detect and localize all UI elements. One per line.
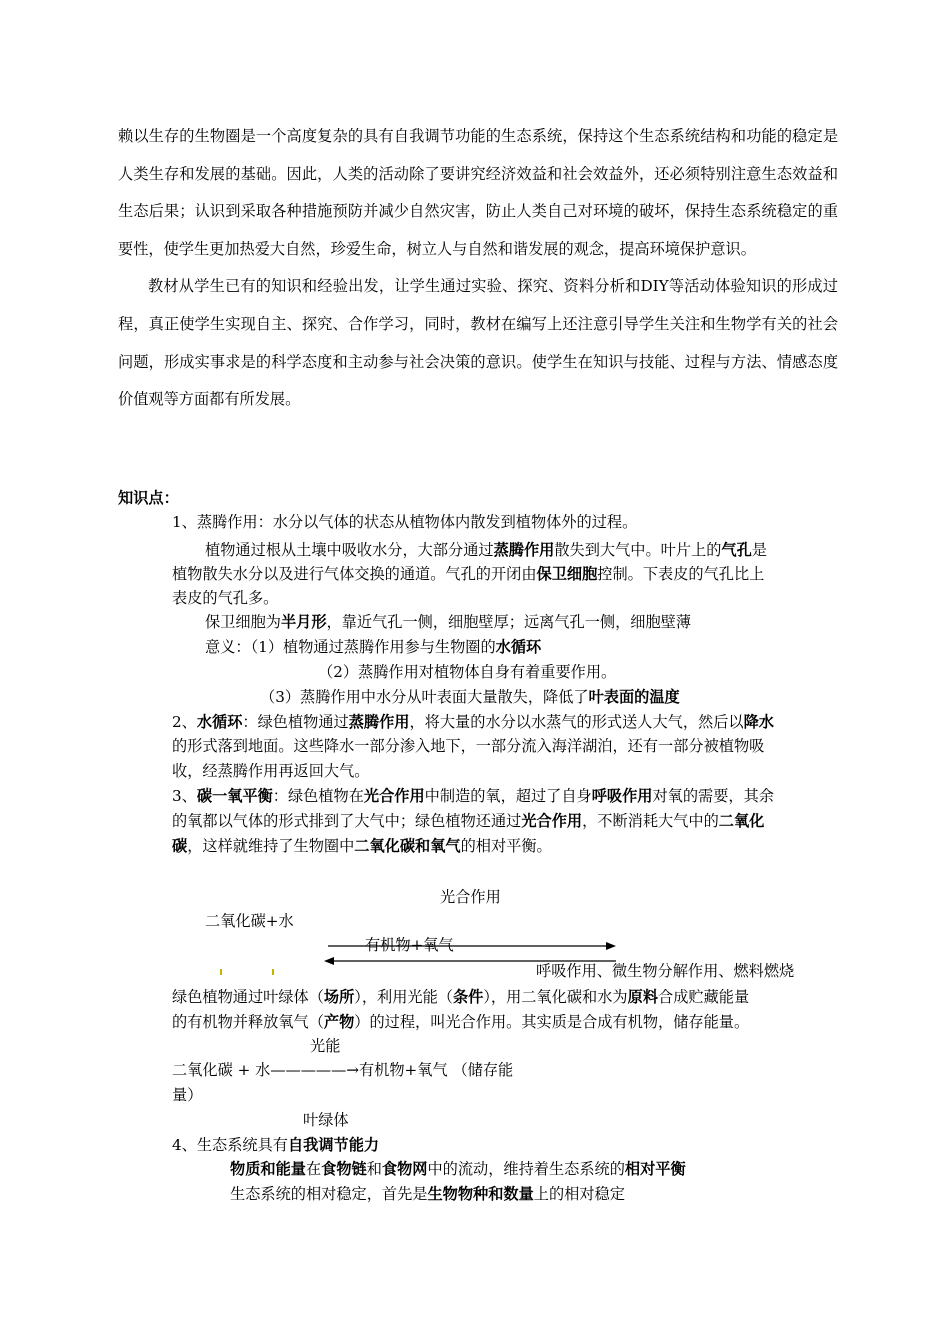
s4-line-1 [230, 1158, 686, 1180]
term-carbon-dioxide: 碳 [172, 837, 188, 855]
text-run: ：绿色植物在 [272, 787, 364, 805]
diagram-top-label: 光合作用 [440, 888, 501, 906]
text-run: 的氧都以气体的形式排到了大气中；绿色植物还通过 [172, 812, 522, 830]
text-run: 和 [366, 1160, 382, 1178]
term-photosynthesis: 光合作用 [521, 812, 583, 830]
equation-main: 二氧化碳 + 水—————→有机物+氧气 （储存能 [172, 1061, 514, 1079]
marker-dot [272, 969, 274, 975]
term-food-chain: 食物链 [321, 1160, 367, 1178]
term-transpiration: 蒸腾作用 [493, 541, 555, 559]
text-run: ，这样就维持了生物圈中 [187, 837, 355, 855]
text-run: 对氧的需要，其余 [652, 787, 774, 805]
text-run: 在 [305, 1160, 322, 1178]
text-run: 的相对平衡。 [460, 837, 552, 855]
term-water-cycle: 水循环 [495, 638, 542, 656]
text-run: 散失到大气中。叶片上的 [554, 541, 722, 559]
text-run: （3）蒸腾作用中水分从叶表面大量散失，降低了 [260, 688, 589, 706]
term-place: 场所 [323, 988, 355, 1006]
text-run: 意义：（1）植物通过蒸腾作用参与生物圈的 [205, 638, 496, 656]
knowledge-points-heading: 知识点： [118, 489, 179, 507]
s2-line-3: 收，经蒸腾作用再返回大气。 [172, 762, 370, 780]
text-run: ，靠近气孔一侧，细胞壁厚；远离气孔一侧，细胞壁薄 [326, 613, 691, 631]
term-food-web: 食物网 [381, 1160, 428, 1178]
s4-line-2 [230, 1183, 625, 1205]
text-run: 2、 [172, 713, 197, 731]
s3-line-1 [172, 785, 774, 807]
intro-paragraph-2: 教材从学生已有的知识和经验出发，让学生通过实验、探究、资料分析和DIY等活动体验知识的形成过程，真正使学生实现自主、探究、合作学习，同时，教材在编写上还注意引导学生关注和生物学有关的社会问题，形成实事求是的科学态度和主动参与社会决策的意识。使学生在知识与技能、过程与方法、情感态度价值观等方面都有所发展。 [118, 277, 838, 409]
forward-arrow-head [606, 942, 616, 950]
diagram-middle-label: 有机物+氧气 [365, 936, 454, 954]
term-condition: 条件 [452, 988, 484, 1006]
text-run: 保卫细胞为 [205, 613, 281, 631]
term-leaf-temperature: 叶表面的温度 [588, 688, 680, 706]
s2-line-2: 的形式落到地面。这些降水一部分渗入地下，一部分流入海洋湖泊，还有一部分被植物吸 [172, 737, 765, 755]
text-run: ，将大量的水分以水蒸气的形式送人大气，然后以 [409, 713, 744, 731]
term-precipitation: 降水 [743, 713, 774, 731]
term-carbon-oxygen-balance: 碳一氧平衡 [196, 787, 273, 805]
s1-line-4 [205, 611, 691, 633]
photo-line-1 [172, 986, 749, 1008]
intro-paragraph-1: 赖以生存的生物圈是一个高度复杂的具有自我调节功能的生态系统，保持这个生态系统结构和功能的稳定是人类生存和发展的基础。因此，人类的活动除了要讲究经济效益和社会效益外，还必须特别注意生态效益和生态后果；认识到采取各种措施预防并减少自然灾害，防止人类自己对环境的破坏，保持生态系统稳定的重要性，使学生更加热爱大自然，珍爱生命，树立人与自然和谐发展的观念，提高环境保护意识。 [118, 127, 838, 258]
term-product: 产物 [323, 1013, 355, 1031]
term-photosynthesis: 光合作用 [363, 787, 425, 805]
term-respiration: 呼吸作用 [591, 787, 653, 805]
term-half-moon: 半月形 [280, 613, 327, 631]
term-guard-cell: 保卫细胞 [536, 565, 598, 583]
text-run: 合成贮藏能量 [658, 988, 750, 1006]
term-transpiration: 蒸腾作用 [348, 713, 410, 731]
text-run: 绿色植物通过叶绿体（ [172, 988, 324, 1006]
text-run: 中制造的氧，超过了自身 [424, 787, 592, 805]
term-carbon-dioxide: 二氧化 [718, 812, 765, 830]
s1-title: 1、蒸腾作用：水分以气体的状态从植物体内散发到植物体外的过程。 [172, 513, 638, 531]
backward-arrow-head [324, 957, 334, 965]
text-run: 植物通过根从土壤中吸收水分，大部分通过 [205, 541, 494, 559]
marker-dot [220, 969, 222, 975]
s1-line-2 [172, 563, 764, 585]
diagram-left-label: 二氧化碳+水 [205, 912, 294, 930]
text-run: ，不断消耗大气中的 [582, 812, 719, 830]
equation-bottom-label: 叶绿体 [303, 1111, 349, 1129]
s1-line-1 [205, 539, 767, 561]
equation-top-label: 光能 [310, 1037, 341, 1055]
text-run: 是 [751, 541, 767, 559]
s3-line-2 [172, 810, 764, 832]
text-run: ：绿色植物通过 [242, 713, 349, 731]
s4-title [172, 1134, 379, 1156]
term-self-regulation: 自我调节能力 [287, 1136, 380, 1154]
s2-line-1 [172, 711, 774, 733]
s1-meaning-3 [260, 686, 680, 708]
text-run: 中的流动，维持着生态系统的 [427, 1160, 625, 1178]
term-raw-material: 原料 [627, 988, 658, 1006]
text-run: 的有机物并释放氧气（ [172, 1013, 324, 1031]
text-run: ），用二氧化碳和水为 [483, 988, 628, 1006]
term-species-quantity: 生物物种和数量 [427, 1185, 534, 1203]
s1-meaning-2: （2）蒸腾作用对植物体自身有着重要作用。 [318, 663, 617, 681]
text-run: 4、生态系统具有 [172, 1136, 288, 1154]
equation-continuation: 量） [172, 1086, 203, 1104]
text-run: ），利用光能（ [354, 988, 453, 1006]
diagram-bottom-label: 呼吸作用、微生物分解作用、燃料燃烧 [536, 962, 795, 980]
s1-meaning-1 [205, 636, 541, 658]
s3-line-3 [172, 835, 552, 857]
text-run: 生态系统的相对稳定，首先是 [230, 1185, 428, 1203]
text-run: ）的过程，叫光合作用。其实质是合成有机物，储存能量。 [354, 1013, 750, 1031]
photo-line-2 [172, 1011, 749, 1033]
text-run: 植物散失水分以及进行气体交换的通道。气孔的开闭由 [172, 565, 537, 583]
s1-line-3: 表皮的气孔多。 [172, 589, 279, 607]
term-water-cycle: 水循环 [196, 713, 243, 731]
text-run: 控制。下表皮的气孔比上 [597, 565, 765, 583]
text-run: 上的相对稳定 [533, 1185, 625, 1203]
term-co2-and-o2: 二氧化碳和氧气 [354, 837, 461, 855]
intro-text [118, 118, 838, 419]
text-run: 3、 [172, 787, 197, 805]
term-stomata: 气孔 [721, 541, 752, 559]
term-matter-energy: 物质和能量 [230, 1160, 306, 1178]
term-relative-balance: 相对平衡 [624, 1160, 686, 1178]
